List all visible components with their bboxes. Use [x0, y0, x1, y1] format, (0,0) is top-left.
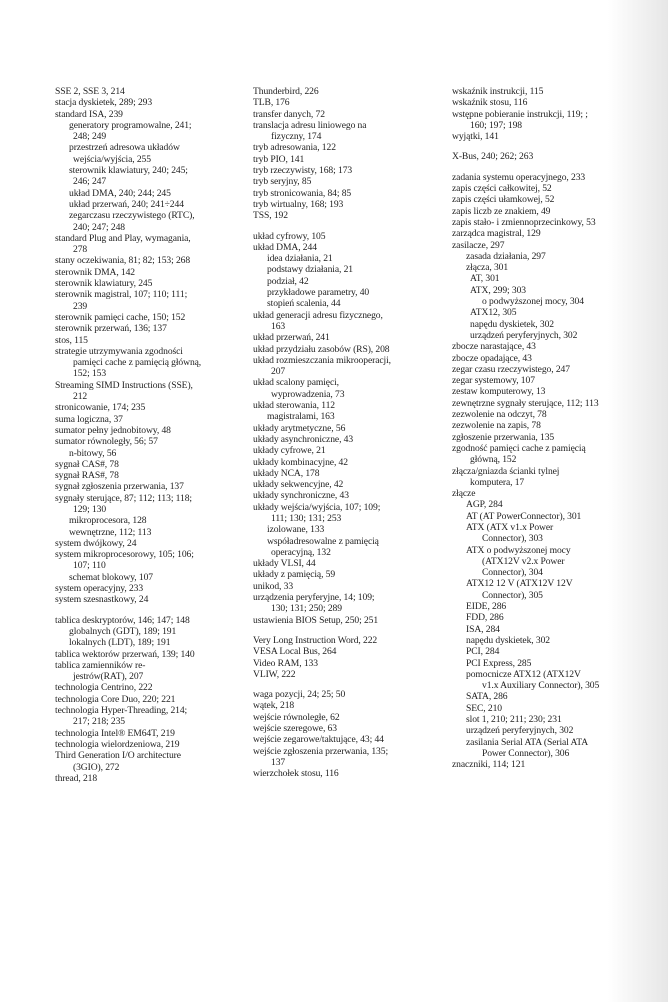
index-entry: urządzenia peryferyjne, 14; 109; [253, 592, 375, 604]
entry-gap [253, 626, 443, 635]
index-subentry: komputera, 17 [470, 476, 525, 488]
index-subentry: ATX o podwyższonej mocy [466, 544, 571, 556]
index-column-1 [55, 86, 235, 784]
index-entry: zestaw komputerowy, 13 [452, 386, 546, 398]
index-entry: sygnał CAS#, 78 [55, 458, 119, 470]
index-entry: sterownik DMA, 142 [55, 266, 136, 278]
index-subentry: o podwyższonej mocy, 304 [482, 296, 584, 308]
index-entry: system szesnastkowy, 24 [55, 594, 149, 606]
index-entry: technologia Intel® EM64T, 219 [55, 727, 175, 739]
index-subentry: 248; 249 [73, 131, 107, 143]
index-entry: wejście szeregowe, 63 [253, 723, 337, 735]
index-entry: zegar systemowy, 107 [452, 375, 535, 387]
index-entry: system operacyjny, 233 [55, 583, 144, 595]
index-subentry: slot 1, 210; 211; 230; 231 [466, 714, 562, 726]
index-subentry: 163 [271, 320, 286, 332]
index-entry: układ generacji adresu fizycznego, [253, 309, 383, 321]
index-entry: transfer danych, 72 [253, 108, 325, 120]
index-subentry: ISA, 284 [466, 623, 500, 635]
index-entry: tryb seryjny, 85 [253, 176, 312, 188]
index-subentry: 212 [73, 391, 88, 403]
index-entry: sterownik pamięci cache, 150; 152 [55, 311, 186, 323]
entry-gap [253, 222, 443, 231]
index-entry: system mikroprocesorowy, 105; 106; [55, 549, 194, 561]
index-entry: system dwójkowy, 24 [55, 537, 137, 549]
index-entry: złącze [452, 488, 476, 500]
index-subentry: Connector), 305 [482, 589, 543, 601]
index-entry: zapis części całkowitej, 52 [452, 183, 552, 195]
index-subentry: napędu dyskietek, 302 [470, 318, 554, 330]
index-entry: zadania systemu operacyjnego, 233 [452, 171, 586, 183]
index-entry: wskaźnik instrukcji, 115 [452, 86, 544, 97]
index-entry: układ rozmieszczania mikrooperacji, [253, 354, 391, 366]
index-subentry: ATX (ATX v1.x Power [466, 521, 554, 533]
index-entry: zgłoszenie przerwania, 135 [452, 431, 555, 443]
index-subentry: 240; 247; 248 [73, 221, 125, 233]
index-entry: wyjątki, 141 [452, 131, 499, 143]
index-entry: unikod, 33 [253, 580, 294, 592]
index-entry: układ sterowania, 112 [253, 400, 335, 412]
index-subentry: podstawy działania, 21 [267, 264, 353, 276]
index-subentry: lokalnych (LDT), 189; 191 [69, 637, 171, 649]
index-entry: wejście równoległe, 62 [253, 711, 340, 723]
index-subentry: SATA, 286 [466, 691, 508, 703]
index-entry: zezwolenie na odczyt, 78 [452, 409, 547, 421]
index-entry: zapis części ułamkowej, 52 [452, 194, 555, 206]
index-entry: sumator pełny jednobitowy, 48 [55, 424, 171, 436]
index-subentry: 239 [73, 300, 88, 312]
index-subentry: AT, 301 [470, 273, 500, 285]
index-entry: wątek, 218 [253, 700, 295, 712]
index-entry: układy wejścia/wyjścia, 107; 109; [253, 501, 381, 513]
index-entry: VESA Local Bus, 264 [253, 646, 337, 658]
index-entry: tryb PIO, 141 [253, 153, 305, 165]
index-subentry: podział, 42 [267, 275, 309, 287]
index-entry: zarządca magistral, 129 [452, 228, 541, 240]
index-entry: układ DMA, 244 [253, 241, 317, 253]
index-entry: technologia Core Duo, 220; 221 [55, 693, 176, 705]
index-entry: tryb wirtualny, 168; 193 [253, 198, 344, 210]
index-subentry: 160; 197; 198 [470, 119, 522, 131]
index-subentry: globalnych (GDT), 189; 191 [69, 625, 177, 637]
index-entry: zapis liczb ze znakiem, 49 [452, 205, 551, 217]
index-entry: układy synchroniczne, 43 [253, 490, 349, 502]
index-subentry: PCI, 284 [466, 646, 500, 658]
index-entry: układ przydziału zasobów (RS), 208 [253, 343, 390, 355]
index-subentry: pomocnicze ATX12 (ATX12V [466, 668, 581, 680]
index-entry: zegar czasu rzeczywistego, 247 [452, 363, 570, 375]
index-entry: suma logiczna, 37 [55, 413, 123, 425]
index-subentry: generatory programowalne, 241; [69, 119, 192, 131]
index-subentry: zegarczasu rzeczywistego (RTC), [69, 210, 195, 222]
index-entry: sterownik przerwań, 136; 137 [55, 323, 167, 335]
index-entry: tryb stronicowania, 84; 85 [253, 187, 352, 199]
index-subentry: (3GIO), 272 [73, 761, 120, 773]
index-entry: układy NCA, 178 [253, 467, 320, 479]
index-subentry: zasada działania, 297 [466, 250, 546, 262]
index-subentry: 107; 110 [73, 560, 106, 572]
index-subentry: 278 [73, 244, 88, 256]
index-subentry: zasilania Serial ATA (Serial ATA [466, 736, 589, 748]
index-subentry: idea działania, 21 [267, 253, 333, 265]
index-entry: stany oczekiwania, 81; 82; 153; 268 [55, 255, 191, 267]
index-subentry: 137 [271, 756, 286, 768]
index-entry: zgodność pamięci cache z pamięcią [452, 442, 586, 454]
index-entry: ustawienia BIOS Setup, 250; 251 [253, 614, 379, 626]
index-entry: układy cyfrowe, 21 [253, 445, 326, 457]
index-subentry: 111; 130; 131; 253 [271, 512, 342, 524]
index-subentry: jestrów(RAT), 207 [73, 671, 144, 683]
index-subentry: stopień scalenia, 44 [267, 298, 341, 310]
index-entry: TLB, 176 [253, 97, 290, 109]
index-entry: strategie utrzymywania zgodności [55, 345, 183, 357]
index-subentry: wejścia/wyjścia, 255 [73, 153, 151, 165]
index-subentry: 207 [271, 366, 286, 378]
index-entry: stronicowanie, 174; 235 [55, 402, 146, 414]
index-entry: sterownik klawiatury, 245 [55, 278, 153, 290]
index-entry: stacja dyskietek, 289; 293 [55, 97, 153, 109]
index-entry: standard ISA, 239 [55, 108, 123, 120]
index-subentry: izolowane, 133 [267, 524, 325, 536]
index-subentry: Connector), 303 [482, 533, 543, 545]
index-entry: tablica zamienników re- [55, 659, 146, 671]
index-subentry: urządzeń peryferyjnych, 302 [470, 329, 578, 341]
index-entry: układy arytmetyczne, 56 [253, 422, 346, 434]
index-entry: układy kombinacyjne, 42 [253, 456, 348, 468]
index-subentry: przestrzeń adresowa układów [69, 142, 180, 154]
index-subentry: AT (AT PowerConnector), 301 [466, 510, 582, 522]
index-entry: układ scalony pamięci, [253, 377, 339, 389]
index-entry: sygnały sterujące, 87; 112; 113; 118; [55, 492, 192, 504]
index-subentry: ATX12 12 V (ATX12V 12V [466, 578, 573, 590]
index-entry: zezwolenie na zapis, 78 [452, 420, 541, 432]
index-entry: wskaźnik stosu, 116 [452, 97, 528, 109]
index-subentry: ATX12, 305 [470, 307, 517, 319]
index-subentry: napędu dyskietek, 302 [466, 634, 550, 646]
index-entry: tablica wektorów przerwań, 139; 140 [55, 648, 195, 660]
index-subentry: Connector), 304 [482, 567, 543, 579]
index-entry: standard Plug and Play, wymagania, [55, 232, 191, 244]
index-subentry: sterownik klawiatury, 240; 245; [69, 165, 188, 177]
index-subentry: wyprowadzenia, 73 [271, 388, 345, 400]
index-entry: układ przerwań, 241 [253, 332, 330, 344]
index-entry: wierzchołek stosu, 116 [253, 768, 339, 780]
index-subentry: (ATX12V v2.x Power [482, 555, 565, 567]
entry-gap [452, 142, 652, 151]
index-entry: technologia Hyper-Threading, 214; [55, 705, 188, 717]
index-entry: TSS, 192 [253, 210, 288, 222]
index-entry: znaczniki, 114; 121 [452, 759, 526, 771]
index-entry: thread, 218 [55, 772, 98, 784]
index-entry: układy z pamięcią, 59 [253, 569, 336, 581]
index-subentry: ATX, 299; 303 [470, 284, 526, 296]
index-subentry: urządzeń peryferyjnych, 302 [466, 725, 574, 737]
index-subentry: 246; 247 [73, 176, 107, 188]
index-subentry: operacyjną, 132 [271, 546, 331, 558]
index-entry: układ cyfrowy, 105 [253, 230, 326, 242]
index-entry: zbocze opadające, 43 [452, 352, 532, 364]
index-entry: technologia Centrino, 222 [55, 682, 153, 694]
index-entry: Thunderbird, 226 [253, 86, 319, 97]
index-subentry: pamięci cache z pamięcią główną, [73, 357, 202, 369]
index-subentry: 130; 131; 250; 289 [271, 603, 342, 615]
index-subentry: układ przerwań, 240; 241÷244 [69, 198, 184, 210]
index-subentry: przykładowe parametry, 40 [267, 287, 370, 299]
index-subentry: współadresowalne z pamięcią [267, 535, 379, 547]
index-subentry: SEC, 210 [466, 702, 502, 714]
index-column-2 [253, 86, 443, 780]
index-subentry: fizyczny, 174 [271, 131, 322, 143]
index-entry: Streaming SIMD Instructions (SSE), [55, 379, 193, 391]
index-entry: sygnał RAS#, 78 [55, 470, 119, 482]
index-entry: Very Long Instruction Word, 222 [253, 634, 378, 646]
index-subentry: EIDE, 286 [466, 601, 507, 613]
entry-gap [253, 680, 443, 689]
index-subentry: magistralami, 163 [267, 411, 335, 423]
index-entry: układy asynchroniczne, 43 [253, 433, 354, 445]
index-entry: tryb adresowania, 122 [253, 142, 336, 154]
index-entry: wejście zgłoszenia przerwania, 135; [253, 745, 389, 757]
index-subentry: układ DMA, 240; 244; 245 [69, 187, 171, 199]
index-entry: stos, 115 [55, 334, 88, 346]
index-subentry: złącza, 301 [466, 262, 509, 274]
index-subentry: 152; 153 [73, 368, 107, 380]
index-subentry: mikroprocesora, 128 [69, 515, 147, 527]
index-entry: wejście zegarowe/taktujące, 43; 44 [253, 734, 384, 746]
index-entry: zasilacze, 297 [452, 239, 505, 251]
index-subentry: v1.x Auxiliary Connector), 305 [482, 680, 600, 692]
index-subentry: AGP, 284 [466, 499, 503, 511]
index-entry: złącza/gniazda ścianki tylnej [452, 465, 560, 477]
index-subentry: PCI Express, 285 [466, 657, 532, 669]
entry-gap [452, 163, 652, 172]
index-entry: tablica deskryptorów, 146; 147; 148 [55, 614, 190, 626]
index-entry: zewnętrzne sygnały sterujące, 112; 113 [452, 397, 599, 409]
index-entry: zbocze narastające, 43 [452, 341, 536, 353]
index-entry: technologia wielordzeniowa, 219 [55, 738, 180, 750]
index-subentry: FDD, 286 [466, 612, 504, 624]
index-subentry: 129; 130 [73, 503, 107, 515]
index-entry: VLIW, 222 [253, 668, 296, 680]
index-entry: waga pozycji, 24; 25; 50 [253, 689, 346, 701]
index-column-3 [452, 86, 652, 771]
index-subentry: główną, 152 [470, 454, 517, 466]
entry-gap [55, 606, 235, 615]
index-entry: SSE 2, SSE 3, 214 [55, 86, 125, 97]
index-subentry: wewnętrzne, 112; 113 [69, 526, 152, 538]
index-entry: sygnał zgłoszenia przerwania, 137 [55, 481, 184, 493]
index-entry: tryb rzeczywisty, 168; 173 [253, 165, 353, 177]
index-entry: Third Generation I/O architecture [55, 750, 181, 762]
index-entry: translacja adresu liniowego na [253, 119, 367, 131]
index-entry: wstępne pobieranie instrukcji, 119; ; [452, 108, 588, 120]
index-entry: sumator równoległy, 56; 57 [55, 436, 158, 448]
index-subentry: schemat blokowy, 107 [69, 571, 153, 583]
index-entry: zapis stało- i zmiennoprzecinkowy, 53 [452, 216, 596, 228]
index-entry: X-Bus, 240; 262; 263 [452, 151, 534, 163]
index-entry: układy VLSI, 44 [253, 558, 316, 570]
index-subentry: Power Connector), 306 [482, 747, 570, 759]
index-entry: Video RAM, 133 [253, 657, 318, 669]
index-subentry: n-bitowy, 56 [69, 447, 117, 459]
index-entry: sterownik magistral, 107; 110; 111; [55, 289, 188, 301]
index-subentry: 217; 218; 235 [73, 716, 125, 728]
index-entry: układy sekwencyjne, 42 [253, 479, 344, 491]
